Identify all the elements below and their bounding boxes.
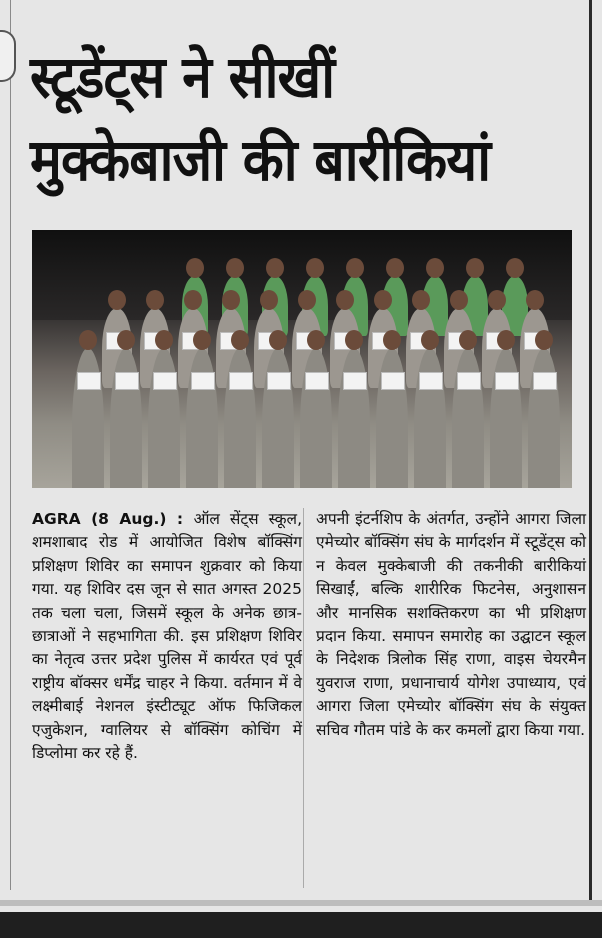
photo-person-head bbox=[155, 330, 173, 350]
frame-line bbox=[10, 0, 11, 890]
dateline: AGRA (8 Aug.) : bbox=[32, 510, 194, 528]
photo-person-head bbox=[506, 258, 524, 278]
photo-certificate bbox=[305, 372, 329, 390]
photo-person-head bbox=[231, 330, 249, 350]
photo-person-head bbox=[306, 258, 324, 278]
photo-certificate bbox=[419, 372, 443, 390]
photo-person-head bbox=[193, 330, 211, 350]
photo-person-head bbox=[117, 330, 135, 350]
photo-person-head bbox=[266, 258, 284, 278]
photo-person-head bbox=[186, 258, 204, 278]
photo-person-head bbox=[488, 290, 506, 310]
photo-certificate bbox=[77, 372, 101, 390]
photo-person-head bbox=[336, 290, 354, 310]
photo-person-head bbox=[79, 330, 97, 350]
photo-certificate bbox=[457, 372, 481, 390]
photo-person-head bbox=[374, 290, 392, 310]
group-photo bbox=[32, 230, 572, 488]
photo-person-head bbox=[383, 330, 401, 350]
photo-person-head bbox=[450, 290, 468, 310]
photo-person bbox=[300, 348, 332, 488]
photo-person-head bbox=[426, 258, 444, 278]
photo-person bbox=[414, 348, 446, 488]
photo-certificate bbox=[343, 372, 367, 390]
photo-person-head bbox=[535, 330, 553, 350]
photo-person bbox=[186, 348, 218, 488]
photo-person bbox=[262, 348, 294, 488]
photo-person-head bbox=[226, 258, 244, 278]
headline-line-2: मुक्केबाजी की बारीकियां bbox=[30, 126, 491, 194]
photo-person bbox=[72, 348, 104, 488]
page-bottom-strip bbox=[0, 900, 602, 906]
photo-person-head bbox=[260, 290, 278, 310]
photo-person-head bbox=[412, 290, 430, 310]
photo-person-head bbox=[108, 290, 126, 310]
left-bracket-ornament bbox=[0, 30, 16, 82]
photo-person-head bbox=[146, 290, 164, 310]
photo-person bbox=[490, 348, 522, 488]
photo-certificate bbox=[153, 372, 177, 390]
headline-line-1: स्टूडेंट्स ने सीखीं bbox=[30, 43, 335, 111]
photo-person-head bbox=[345, 330, 363, 350]
photo-certificate bbox=[115, 372, 139, 390]
photo-person-head bbox=[466, 258, 484, 278]
photo-person-head bbox=[269, 330, 287, 350]
photo-person-head bbox=[346, 258, 364, 278]
right-column-rule bbox=[589, 0, 592, 900]
photo-person bbox=[110, 348, 142, 488]
photo-person-head bbox=[386, 258, 404, 278]
photo-person bbox=[148, 348, 180, 488]
photo-certificate bbox=[267, 372, 291, 390]
photo-person-head bbox=[497, 330, 515, 350]
photo-certificate bbox=[229, 372, 253, 390]
photo-certificate bbox=[495, 372, 519, 390]
photo-person bbox=[224, 348, 256, 488]
article-column-2 bbox=[316, 508, 586, 742]
photo-person bbox=[376, 348, 408, 488]
photo-person-head bbox=[421, 330, 439, 350]
photo-person-head bbox=[459, 330, 477, 350]
photo-certificate bbox=[533, 372, 557, 390]
photo-person-head bbox=[307, 330, 325, 350]
headline bbox=[30, 36, 536, 202]
photo-certificate bbox=[381, 372, 405, 390]
photo-person-head bbox=[222, 290, 240, 310]
article-text-col1: ऑल सेंट्स स्कूल, शमशाबाद रोड में आयोजित विशेष बॉक्सिंग प्रशिक्षण शिविर का समापन शुक्रवार को किया गया. यह शिविर दस जून से सात अगस्त 2025 तक चला चला, जिसमें स्कूल के अनेक छात्र-छात्राओं ने सहभागिता की. इस प्रशिक्षण शिविर का नेतृत्व उत्तर प्रदेश पुलिस में कार्यरत एवं पूर्व राष्ट्रीय बॉक्सर धर्मेंद्र चाहर ने किया. वर्तमान में वे लक्ष्मीबाई नेशनल इंस्टीट्यूट ऑफ फिजिकल एजुकेशन, ग्वालियर से बॉक्सिंग कोचिंग में डिप्लोमा कर रहे हैं. bbox=[32, 510, 302, 763]
photo-person-head bbox=[526, 290, 544, 310]
photo-person bbox=[452, 348, 484, 488]
photo-person bbox=[338, 348, 370, 488]
photo-person-head bbox=[184, 290, 202, 310]
photo-person-head bbox=[298, 290, 316, 310]
article-text-col2: अपनी इंटर्नशिप के अंतर्गत, उन्होंने आगरा जिला एमेच्योर बॉक्सिंग संघ के मार्गदर्शन में स्टूडेंट्स को न केवल मुक्केबाजी की तकनीकी बारीकियां सिखाईं, बल्कि शारीरिक फिटनेस, अनुशासन और मानसिक सशक्तिकरण का भी प्रशिक्षण प्रदान किया. समापन समारोह का उद्घाटन स्कूल के निदेशक त्रिलोक सिंह राणा, वाइस चेयरमैन युवराज राणा, प्रधानाचार्य योगेश उपाध्याय, एवं आगरा जिला एमेच्योर बॉक्सिंग संघ के संयुक्त सचिव गौतम पांडे के कर कमलों द्वारा किया गया. bbox=[316, 510, 586, 739]
photo-person bbox=[528, 348, 560, 488]
column-separator bbox=[303, 508, 304, 888]
photo-certificate bbox=[191, 372, 215, 390]
page-bottom-band bbox=[0, 912, 602, 938]
article-column-1 bbox=[32, 508, 302, 765]
